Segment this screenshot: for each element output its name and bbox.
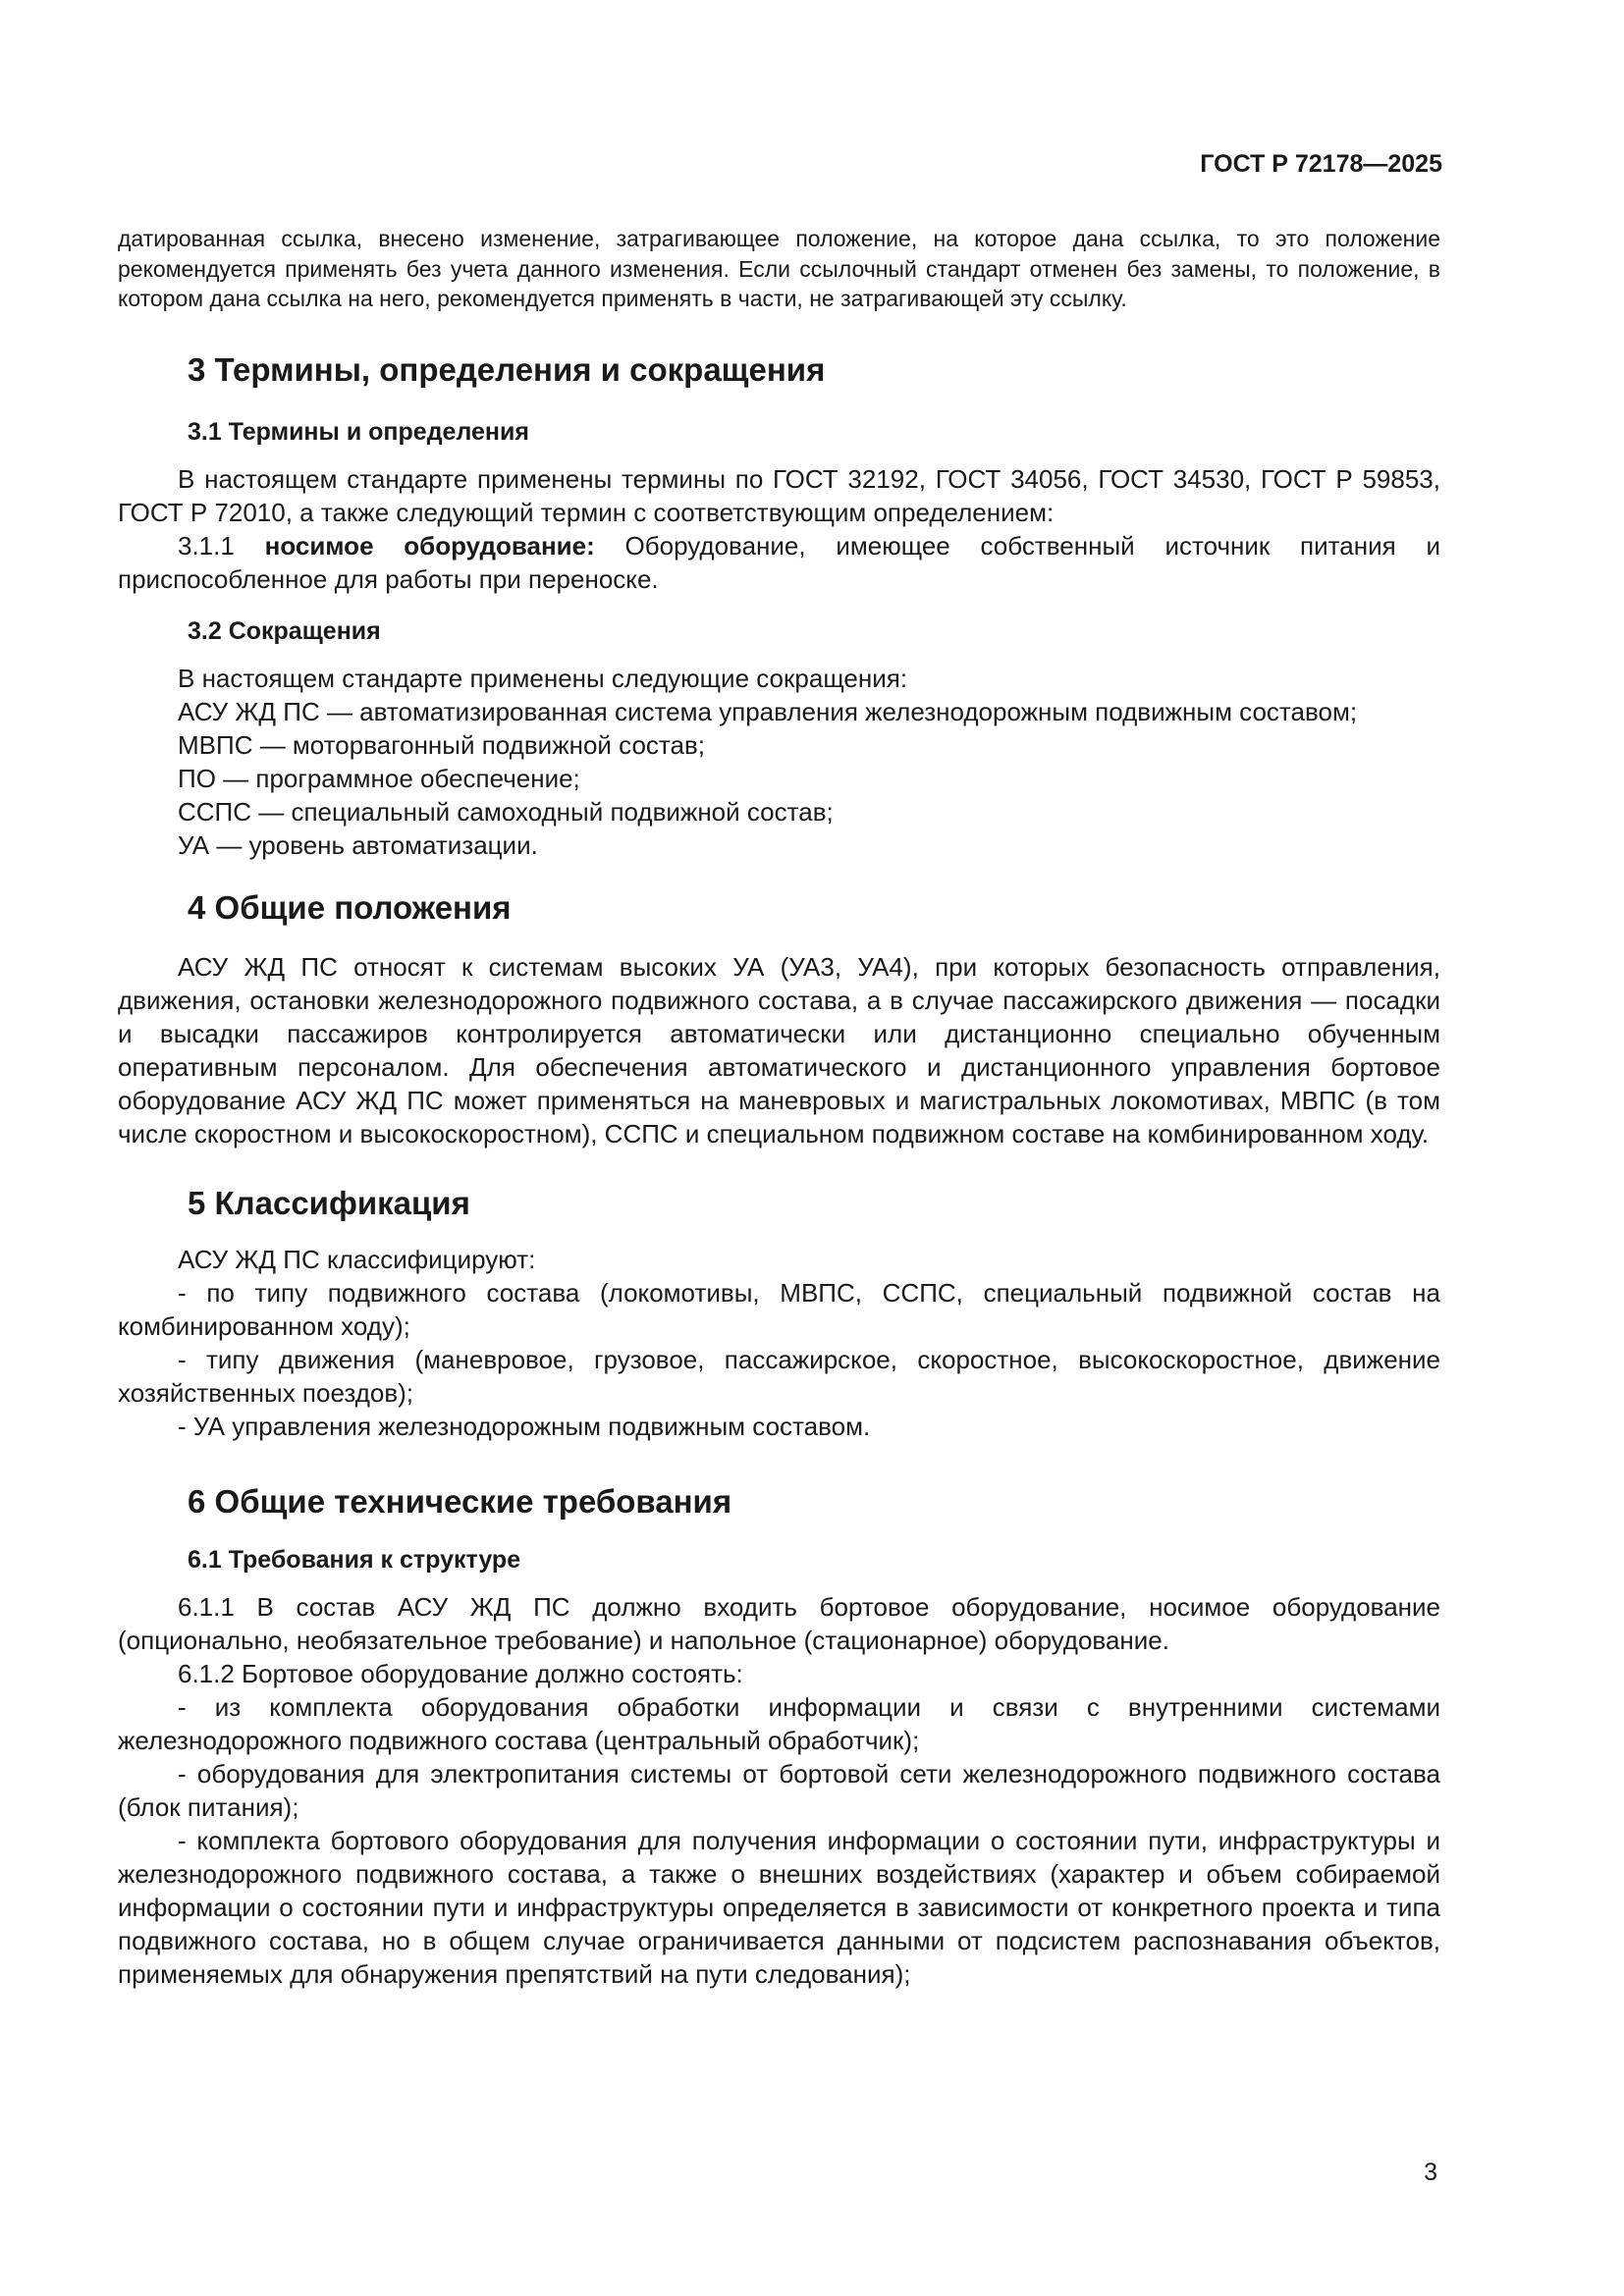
paragraph-6-1-2: 6.1.2 Бортовое оборудование должно состоять: xyxy=(178,1658,743,1688)
abbreviation-item: УА — уровень автоматизации. xyxy=(178,829,538,860)
paragraph-6-1-1: 6.1.1 В состав АСУ ЖД ПС должно входить бортовое оборудование, носимое оборудование (опционально, необязательное требование) и напольное (стационарное) оборудование. xyxy=(118,1591,1440,1655)
document-code-header: ГОСТ Р 72178—2025 xyxy=(1200,150,1442,178)
continuation-paragraph: датированная ссылка, внесено изменение, затрагивающее положение, на которое дана ссылка, то это положение рекомендуется применять без учета данного изменения. Если ссылочный стандарт отменен без замены, то положение, в котором дана ссылка на него, рекомендуется применять в части, не затрагивающей эту ссылку. xyxy=(118,226,1440,311)
section-4-text: АСУ ЖД ПС относят к системам высоких УА (УА3, УА4), при которых безопасность отправления, движения, остановки железнодорожного подвижного состава, а в случае пассажирского движения — посадки и высадки пассажиров контролируется автоматически или дистанционно специально обученным оперативным персоналом. Для обеспечения автоматического и дистанционного управления бортовое оборудование АСУ ЖД ПС может применяться на маневровых и магистральных локомотивах, МВПС (в том числе скоростном и высокоскоростном), ССПС и специальном подвижном составе на комбинированном ходу. xyxy=(118,951,1440,1148)
classification-item: - типу движения (маневровое, грузовое, пассажирское, скоростное, высокоскоростное, движение хозяйственных поездов); xyxy=(118,1344,1440,1408)
section-3-2-heading: 3.2 Сокращения xyxy=(188,616,381,645)
page-content xyxy=(118,224,1440,1991)
abbreviation-item: АСУ ЖД ПС — автоматизированная система управления железнодорожным подвижным составом; xyxy=(178,696,1358,726)
classification-item: - УА управления железнодорожным подвижным составом. xyxy=(178,1411,871,1441)
section-6-1-heading: 6.1 Требования к структуре xyxy=(188,1545,521,1574)
onboard-equipment-item: - комплекта бортового оборудования для получения информации о состоянии пути, инфраструктуры и железнодорожного подвижного состава, а также о внешних воздействиях (характер и объем собираемой информации о состоянии пути и инфраструктуры определяется в зависимости от конкретного проекта и типа подвижного состава, но в общем случае ограничивается данными от подсистем распознавания объектов, применяемых для обнаружения препятствий на пути следования); xyxy=(118,1825,1440,1989)
abbreviation-item: ПО — программное обеспечение; xyxy=(178,763,580,793)
abbreviation-item: МВПС — моторвагонный подвижной состав; xyxy=(178,729,706,760)
abbreviation-item: ССПС — специальный самоходный подвижной состав; xyxy=(178,796,834,827)
section-3-1-heading: 3.1 Термины и определения xyxy=(188,417,529,446)
section-3-1-intro: В настоящем стандарте применены термины по ГОСТ 32192, ГОСТ 34056, ГОСТ 34530, ГОСТ Р 59853, ГОСТ Р 72010, а также следующий термин с соответствующим определением: xyxy=(118,463,1440,527)
section-3-heading: 3 Термины, определения и сокращения xyxy=(188,350,826,388)
onboard-equipment-item: - оборудования для электропитания системы от бортовой сети железнодорожного подвижного состава (блок питания); xyxy=(118,1758,1440,1822)
term-definition: Оборудование, имеющее собственный источник питания и приспособленное для работы при переноске. xyxy=(118,530,1440,594)
term-3-1-1 xyxy=(118,529,1440,596)
section-5-heading: 5 Классификация xyxy=(188,1184,470,1221)
classification-item: - по типу подвижного состава (локомотивы, МВПС, ССПС, специальный подвижной состав на комбинированном ходу); xyxy=(118,1277,1440,1341)
term-name: носимое оборудование: xyxy=(264,530,595,561)
section-6-heading: 6 Общие технические требования xyxy=(188,1482,732,1520)
term-number: 3.1.1 xyxy=(178,530,265,561)
section-5-intro: АСУ ЖД ПС классифицируют: xyxy=(178,1244,536,1274)
section-4-heading: 4 Общие положения xyxy=(188,888,512,926)
onboard-equipment-item: - из комплекта оборудования обработки информации и связи с внутренними системами железнодорожного подвижного состава (центральный обработчик); xyxy=(118,1691,1440,1755)
abbreviations-intro: В настоящем стандарте применены следующие сокращения: xyxy=(178,663,908,693)
page-number: 3 xyxy=(1424,2159,1437,2186)
